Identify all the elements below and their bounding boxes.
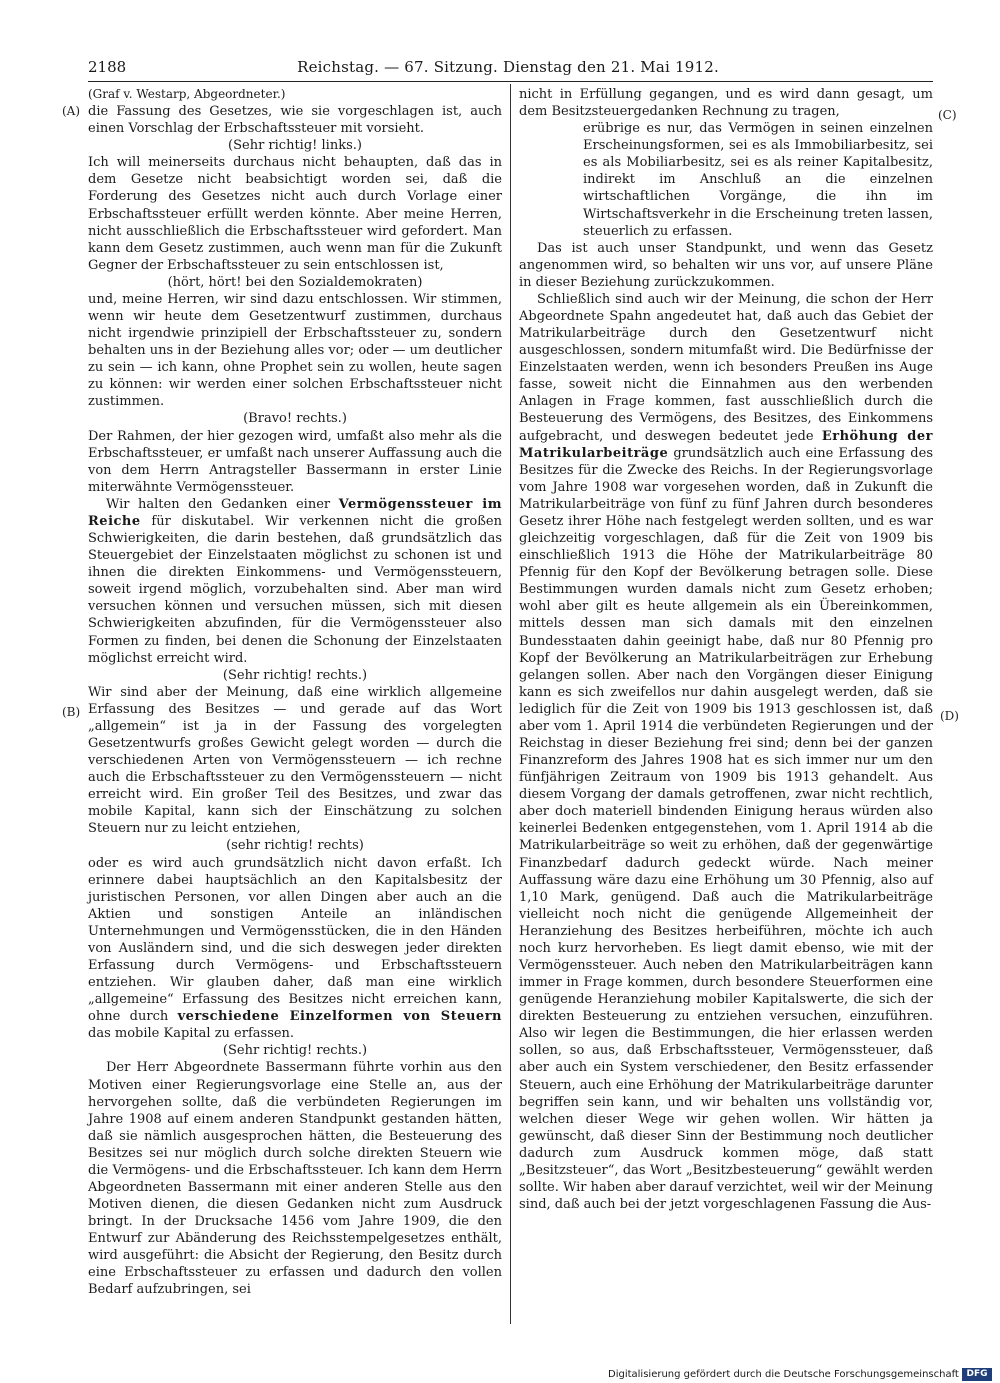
margin-mark-a: (A): [62, 104, 81, 118]
margin-mark-d: (D): [940, 709, 959, 723]
interjection: (Sehr richtig! rechts.): [222, 1043, 368, 1059]
interjection: (Sehr richtig! links.): [228, 138, 362, 154]
paragraph: Das ist auch unser Standpunkt, und wenn das Gesetz angenommen wird, so behalten wir uns vor, auf unsere Pläne in dieser Beziehung zurückzukommen.: [519, 240, 933, 290]
paragraph: die Fassung des Gesetzes, wie sie vorgeschlagen ist, auch einen Vorschlag der Erbschaftssteuer mit vorsieht.: [88, 104, 502, 137]
text-run: oder es wird auch grundsätzlich nicht davon erfaßt. Ich erinnere dabei hauptsächlich an den Kapitalsbesitz der juristischen Personen, vor allen Dingen aber auch an die Aktien und sonstigen Anteile an inländischen Unternehmungen und Vermögensstücken, die in den Händen von Ausländern sind, und die sich deswegen jeder direkten Erfassung durch Vermögens- und Erbschaftssteuern entziehen. Wir glauben daher, daß man eine wirklich „allgemeine“ Erfassung des Besitzes nicht erreichen kann, ohne durch: [88, 855, 502, 1025]
dfg-logo: DFG: [962, 1368, 992, 1381]
page-number: 2188: [88, 58, 127, 76]
interjection: (hört, hört! bei den Sozialdemokraten): [167, 274, 423, 290]
text-run: grundsätzlich auch eine Erfassung des Besitzes für die Zwecke des Reichs. In der Regierungsvorlage vom Jahre 1908 war vorgesehen worden, daß in Zukunft die Matrikularbeiträge von fünf zu fünf Jahren durch besonderes Gesetz ihrer Höhe nach festgelegt werden sollten, und es war gleichzeitig vorgeschlagen, daß für die Zeit von 1909 bis einschließlich 1913 die Höhe der Matrikularbeiträge 80 Pfennig für den Kopf der Bevölkerung betragen solle. Diese Bestimmungen wurden damals nicht zum Gesetz erhoben; wohl aber gilt es heute allgemein als ein Übereinkommen, mittels dessen man sich damals mit den einzelnen Bundesstaaten dahin geeinigt habe, daß nur 80 Pfennig pro Kopf der Bevölkerung an Matrikularbeiträgen zur Erhebung gelangen sollen. Aber nach den Vorgängen dieser Einigung kann es sich zweifellos nur dahin ausgelegt werden, daß sie lediglich für die Zeit von 1909 bis 1913 geschlossen ist, daß aber vom 1. April 1914 die verbündeten Regierungen und der Reichstag in dieser Beziehung frei sind; denn bei der ganzen Finanzreform des Jahres 1908 hat es sich immer nur um den fünfjährigen Zeitraum von 1909 bis 1913 gehandelt. Aus diesem Vorgang der damals getroffenen, zwar nicht rechtlich, aber doch materiell bindenden Einigung heraus würden also keinerlei Bedenken entgegenstehen, vom 1. April 1914 ab die Matrikularbeiträge so weit zu erhöhen, daß der gegenwärtige Finanzbedarf dadurch gedeckt würde. Nach meiner Auffassung wäre dazu eine Erhöhung um 30 Pfennig, also auf 1,10 Mark, genügend. Daß auch die Matrikularbeiträge vielleicht noch nicht die genügende Allgemeinheit der Heranziehung des Besitzes herbeiführen, möchte ich auch noch kurz hervorheben. Es liegt damit ebenso, wie mit der Vermögenssteuer. Auch neben den Matrikularbeiträgen kann immer in Frage kommen, durch besondere Steuerformen eine genügende Heranziehung mobiler Kapitalswerte, die sich der direkten Besteuerung zu entziehen versuchen, einzuführen. Also wir legen die Bestimmungen, die hier erlassen werden sollen, so aus, daß Erbschaftssteuer, Vermögenssteuer, daß aber auch ein System verschiedener, den Besitz erfassender Steuern, auch eine Erhöhung der Matrikularbeiträge darunter begriffen sein kann, und wir behalten uns vollständig vor, welchen dieser Wege wir gehen wollen. Wir hätten ja gewünscht, daß dieser Sinn der Bestimmung noch deutlicher dadurch zum Ausdruck kommen möge, daß statt „Besitzsteuer“, das Wort „Besitzbesteuerung“ gewählt werden sollte. Wir haben aber darauf verzichtet, weil wir der Meinung sind, daß auch bei der jetzt vorgeschlagenen Fassung die Aus-: [519, 445, 933, 1213]
paragraph: [519, 291, 933, 1213]
emphasis: Vermögenssteuer im Reiche: [88, 496, 502, 529]
emphasis: verschiedene Einzelformen von Steuern: [177, 1009, 502, 1025]
paragraph: und, meine Herren, wir sind dazu entschlossen. Wir stimmen, wenn wir heute dem Gesetzentwurf zustimmen, durchaus nicht irgendwie prinzipiell der Erbschaftssteuer zu, sondern behalten uns in der Beziehung alles vor; oder — um deutlicher zu sein — ich kann, ohne Prophet sein zu wollen, heute sagen zu können: wir werden einer solchen Erbschaftssteuer nicht zustimmen.: [88, 291, 502, 410]
paragraph: [88, 855, 502, 1043]
paragraph: Der Rahmen, der hier gezogen wird, umfaßt also mehr als die Erbschaftssteuer, er umfaßt nach unserer Auffassung auch die von dem Herrn Antragsteller Bassermann in erster Linie miterwähnte Vermögenssteuer.: [88, 428, 502, 495]
paragraph: Ich will meinerseits durchaus nicht behaupten, daß das in dem Gesetze nicht beabsichtigt worden sei, daß die Forderung des Gesetzes nicht auch durch Vorlage einer Erbschaftssteuer erfüllt werden könnte. Aber meine Herren, nicht ausschließlich die Erbschaftssteuer wird gefordert. Man kann dem Gesetz zustimmen, auch wenn man für die Zukunft Gegner der Erbschaftssteuer zu sein entschlossen ist,: [88, 155, 502, 273]
paragraph: Der Herr Abgeordnete Bassermann führte vorhin aus den Motiven einer Regierungsvorlage eine Stelle an, aus der hervorgehen sollte, daß die verbündeten Regierungen im Jahre 1908 auf einem anderen Standpunkt gestanden hätten, daß sie nämlich ausgesprochen hätten, die Besteuerung des Besitzes sei nur möglich durch solche direkten Steuern wie die Vermögens- und die Erbschaftssteuer. Ich kann dem Herrn Abgeordneten Bassermann mit einer anderen Stelle aus den Motiven dienen, die diesen Gedanken nicht zum Ausdruck bringt. In der Drucksache 1456 vom Jahre 1909, die den Entwurf zur Abänderung des Reichsstempelgesetzes enthält, wird ausgeführt: die Absicht der Regierung, den Besitz durch eine Erbschaftssteuer zu erfassen und dadurch den vollen Bedarf aufzubringen, sei: [88, 1060, 502, 1298]
page-header: [88, 58, 928, 80]
left-column: [88, 86, 502, 1299]
interjection: (sehr richtig! rechts): [226, 838, 364, 854]
margin-mark-c: (C): [938, 108, 957, 122]
text-run: das mobile Kapital zu erfassen.: [88, 1026, 295, 1042]
speaker-note: (Graf v. Westarp, Abgeordneter.): [88, 87, 286, 101]
footer-credit: Digitalisierung gefördert durch die Deutsche Forschungsgemeinschaft: [608, 1369, 959, 1380]
text-run: für diskutabel. Wir verkennen nicht die großen Schwierigkeiten, die darin bestehen, daß grundsätzlich das Steuergebiet der Einzelstaaten möglichst zu schonen ist und ihnen die direkten Einkommens- und Vermögenssteuern, soweit irgend möglich, vorzubehalten sind. Aber man wird versuchen können und versuchen müssen, sich mit diesen Schwierigkeiten abzufinden, für die Vermögenssteuer also Formen zu finden, bei denen die Schonung der Einzelstaaten möglichst erreicht wird.: [88, 513, 502, 666]
paragraph: Wir sind aber der Meinung, daß eine wirklich allgemeine Erfassung des Besitzes — und gerade auf das Wort „allgemein“ ist ja in der Fassung des vorgelegten Gesetzentwurfs großes Gewicht gelegt worden — durch die verschiedenen Arten von Vermögenssteuern — ich rechne auch die Erbschaftssteuer zu den Vermögenssteuern — nicht erreicht wird. Ein großer Teil des Besitzes, und zwar das mobile Kapital, kann sich der Einschätzung zu solchen Steuern nur zu leicht entziehen,: [88, 684, 502, 837]
header-rule: [88, 81, 933, 82]
interjection: (Sehr richtig! rechts.): [222, 667, 368, 683]
margin-mark-b: (B): [62, 705, 81, 719]
column-divider: [510, 84, 511, 1324]
text-run: Wir halten den Gedanken einer: [106, 496, 339, 512]
right-column: [519, 86, 933, 1213]
paragraph: nicht in Erfüllung gegangen, und es wird dann gesagt, um dem Besitzsteuergedanken Rechnung zu tragen,: [519, 87, 933, 120]
interjection: (Bravo! rechts.): [243, 411, 347, 427]
quotation: erübrige es nur, das Vermögen in seinen einzelnen Erscheinungsformen, sei es als Immobiliarbesitz, sei es als Mobiliarbesitz, sei es als reiner Kapitalbesitz, indirekt im Anschluß an die einzelnen wirtschaftlichen Vorgänge, die ihn im Wirtschaftsverkehr in die Erscheinung treten lassen, steuerlich zu erfassen.: [583, 121, 933, 239]
text-run: Schließlich sind auch wir der Meinung, die schon der Herr Abgeordnete Spahn angedeutet hat, daß auch das Gebiet der Matrikularbeiträge durch den Gesetzentwurf nicht ausgeschlossen, sondern mitumfaßt wird. Die Bedürfnisse der Einzelstaaten werden, wenn ich besonders Preußen ins Auge fasse, soweit nicht die Einnahmen aus den werbenden Anlagen in Frage kommen, fast ausschließlich durch die Besteuerung des Vermögens, des Besitzes, des Einkommens aufgebracht, und deswegen bedeutet jede: [519, 291, 933, 444]
page-title: Reichstag. — 67. Sitzung. Dienstag den 21. Mai 1912.: [297, 58, 719, 76]
emphasis: Erhöhung der Matrikularbeiträge: [519, 428, 934, 461]
paragraph: [88, 496, 502, 667]
footer: [608, 1368, 1000, 1383]
